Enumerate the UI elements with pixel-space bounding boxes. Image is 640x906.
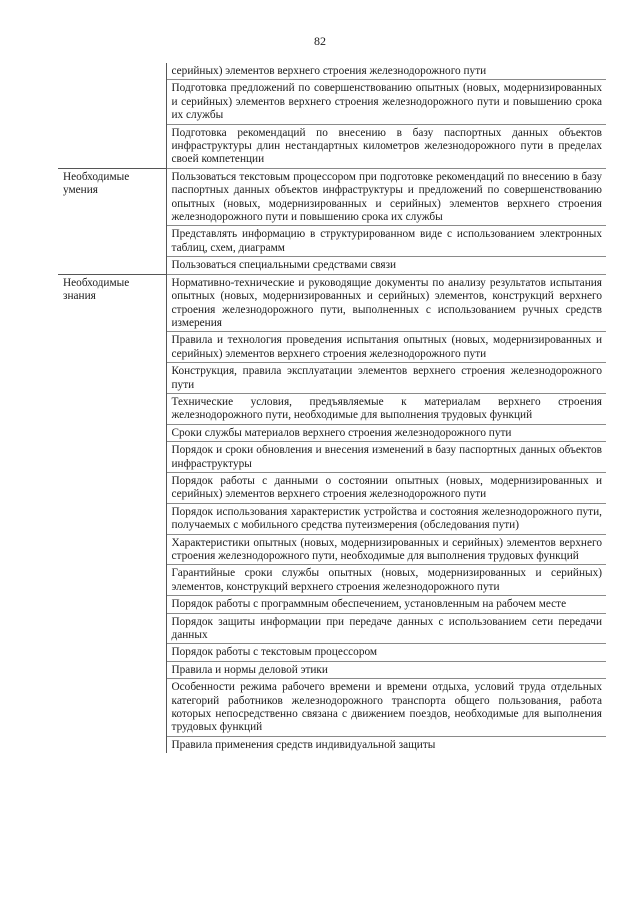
table-row [58, 644, 606, 661]
table-row [58, 613, 606, 644]
knowledge-label: Необходимые знания [58, 274, 166, 332]
table-cell: Порядок работы с данными о состоянии опытных (новых, модернизированных и серийных) элементов верхнего строения железнодорожного пути [166, 472, 606, 503]
table-cell: Гарантийные сроки службы опытных (новых, модернизированных и серийных) элементов, конструкций верхнего строения железнодорожного пути [166, 565, 606, 596]
table-cell: Представлять информацию в структурированном виде с использованием электронных таблиц, схем, диаграмм [166, 226, 606, 257]
table-cell: Сроки службы материалов верхнего строения железнодорожного пути [166, 424, 606, 441]
row-label [58, 124, 166, 168]
skills-label: Необходимые умения [58, 168, 166, 226]
row-label [58, 503, 166, 534]
table-cell: Технические условия, предъявляемые к материалам верхнего строения железнодорожного пути, необходимые для выполнения трудовых функций [166, 393, 606, 424]
table-row [58, 226, 606, 257]
row-label [58, 472, 166, 503]
row-label [58, 679, 166, 737]
row-label [58, 363, 166, 394]
table-row [58, 679, 606, 737]
row-label [58, 534, 166, 565]
table-cell: Порядок использования характеристик устройства и состояния железнодорожного пути, получаемых с мобильного средства путеизмерения (обследования пути) [166, 503, 606, 534]
table-row [58, 363, 606, 394]
table-cell: Пользоваться специальными средствами связи [166, 257, 606, 274]
table-cell: Подготовка предложений по совершенствованию опытных (новых, модернизированных и серийных) элементов верхнего строения железнодорожного пути и повышению срока их службы [166, 80, 606, 124]
table-cell: серийных) элементов верхнего строения железнодорожного пути [166, 63, 606, 80]
competency-table [58, 63, 606, 753]
table-cell: Порядок и сроки обновления и внесения изменений в базу паспортных данных объектов инфраструктуры [166, 442, 606, 473]
table-cell: Порядок работы с программным обеспечением, установленным на рабочем месте [166, 596, 606, 613]
table-row [58, 442, 606, 473]
table-row [58, 63, 606, 80]
row-label [58, 644, 166, 661]
table-row [58, 424, 606, 441]
row-label [58, 393, 166, 424]
row-label [58, 226, 166, 257]
table-row [58, 503, 606, 534]
table-cell: Пользоваться текстовым процессором при подготовке рекомендаций по внесению в базу паспортных данных объектов инфраструктуры и предложений по совершенствованию опытных (новых, модернизированных и серийных) элементов верхнего строения железнодорожного пути и повышению срока их службы [166, 168, 606, 226]
row-label [58, 80, 166, 124]
table-row [58, 124, 606, 168]
table-row [58, 274, 606, 332]
row-label [58, 332, 166, 363]
row-label [58, 565, 166, 596]
table-cell: Порядок защиты информации при передаче данных с использованием сети передачи данных [166, 613, 606, 644]
row-label [58, 63, 166, 80]
table-cell: Правила и нормы деловой этики [166, 661, 606, 678]
table-cell: Характеристики опытных (новых, модернизированных и серийных) элементов верхнего строения железнодорожного пути, необходимые для выполнения трудовых функций [166, 534, 606, 565]
page-number: 82 [314, 34, 326, 48]
table-row [58, 596, 606, 613]
table-row [58, 661, 606, 678]
table-row [58, 168, 606, 226]
row-label [58, 424, 166, 441]
table-row [58, 736, 606, 753]
table-cell: Подготовка рекомендаций по внесению в базу паспортных данных объектов инфраструктуры длин нестандартных километров железнодорожного пути в пределах своей компетенции [166, 124, 606, 168]
table-row [58, 565, 606, 596]
table-row [58, 393, 606, 424]
table-row [58, 80, 606, 124]
table-row [58, 257, 606, 274]
row-label [58, 613, 166, 644]
row-label [58, 736, 166, 753]
row-label [58, 442, 166, 473]
table-row [58, 534, 606, 565]
table-cell: Правила и технология проведения испытания опытных (новых, модернизированных и серийных) элементов верхнего строения железнодорожного пути [166, 332, 606, 363]
row-label [58, 596, 166, 613]
table-cell: Конструкция, правила эксплуатации элементов верхнего строения железнодорожного пути [166, 363, 606, 394]
row-label [58, 661, 166, 678]
table-cell: Порядок работы с текстовым процессором [166, 644, 606, 661]
table-cell: Нормативно-технические и руководящие документы по анализу результатов испытания опытных (новых, модернизированных и серийных) элементов, конструкций верхнего строения железнодорожного пути, выполненных с использованием ручных средств измерения [166, 274, 606, 332]
table-cell: Правила применения средств индивидуальной защиты [171, 738, 436, 751]
table-cell: Особенности режима рабочего времени и времени отдыха, условий труда отдельных категорий работников железнодорожного транспорта общего пользования, работа которых непосредственно связана с движением поездов, необходимые для выполнения трудовых функций [166, 679, 606, 737]
row-label [58, 257, 166, 274]
table-row [58, 332, 606, 363]
table-row [58, 472, 606, 503]
